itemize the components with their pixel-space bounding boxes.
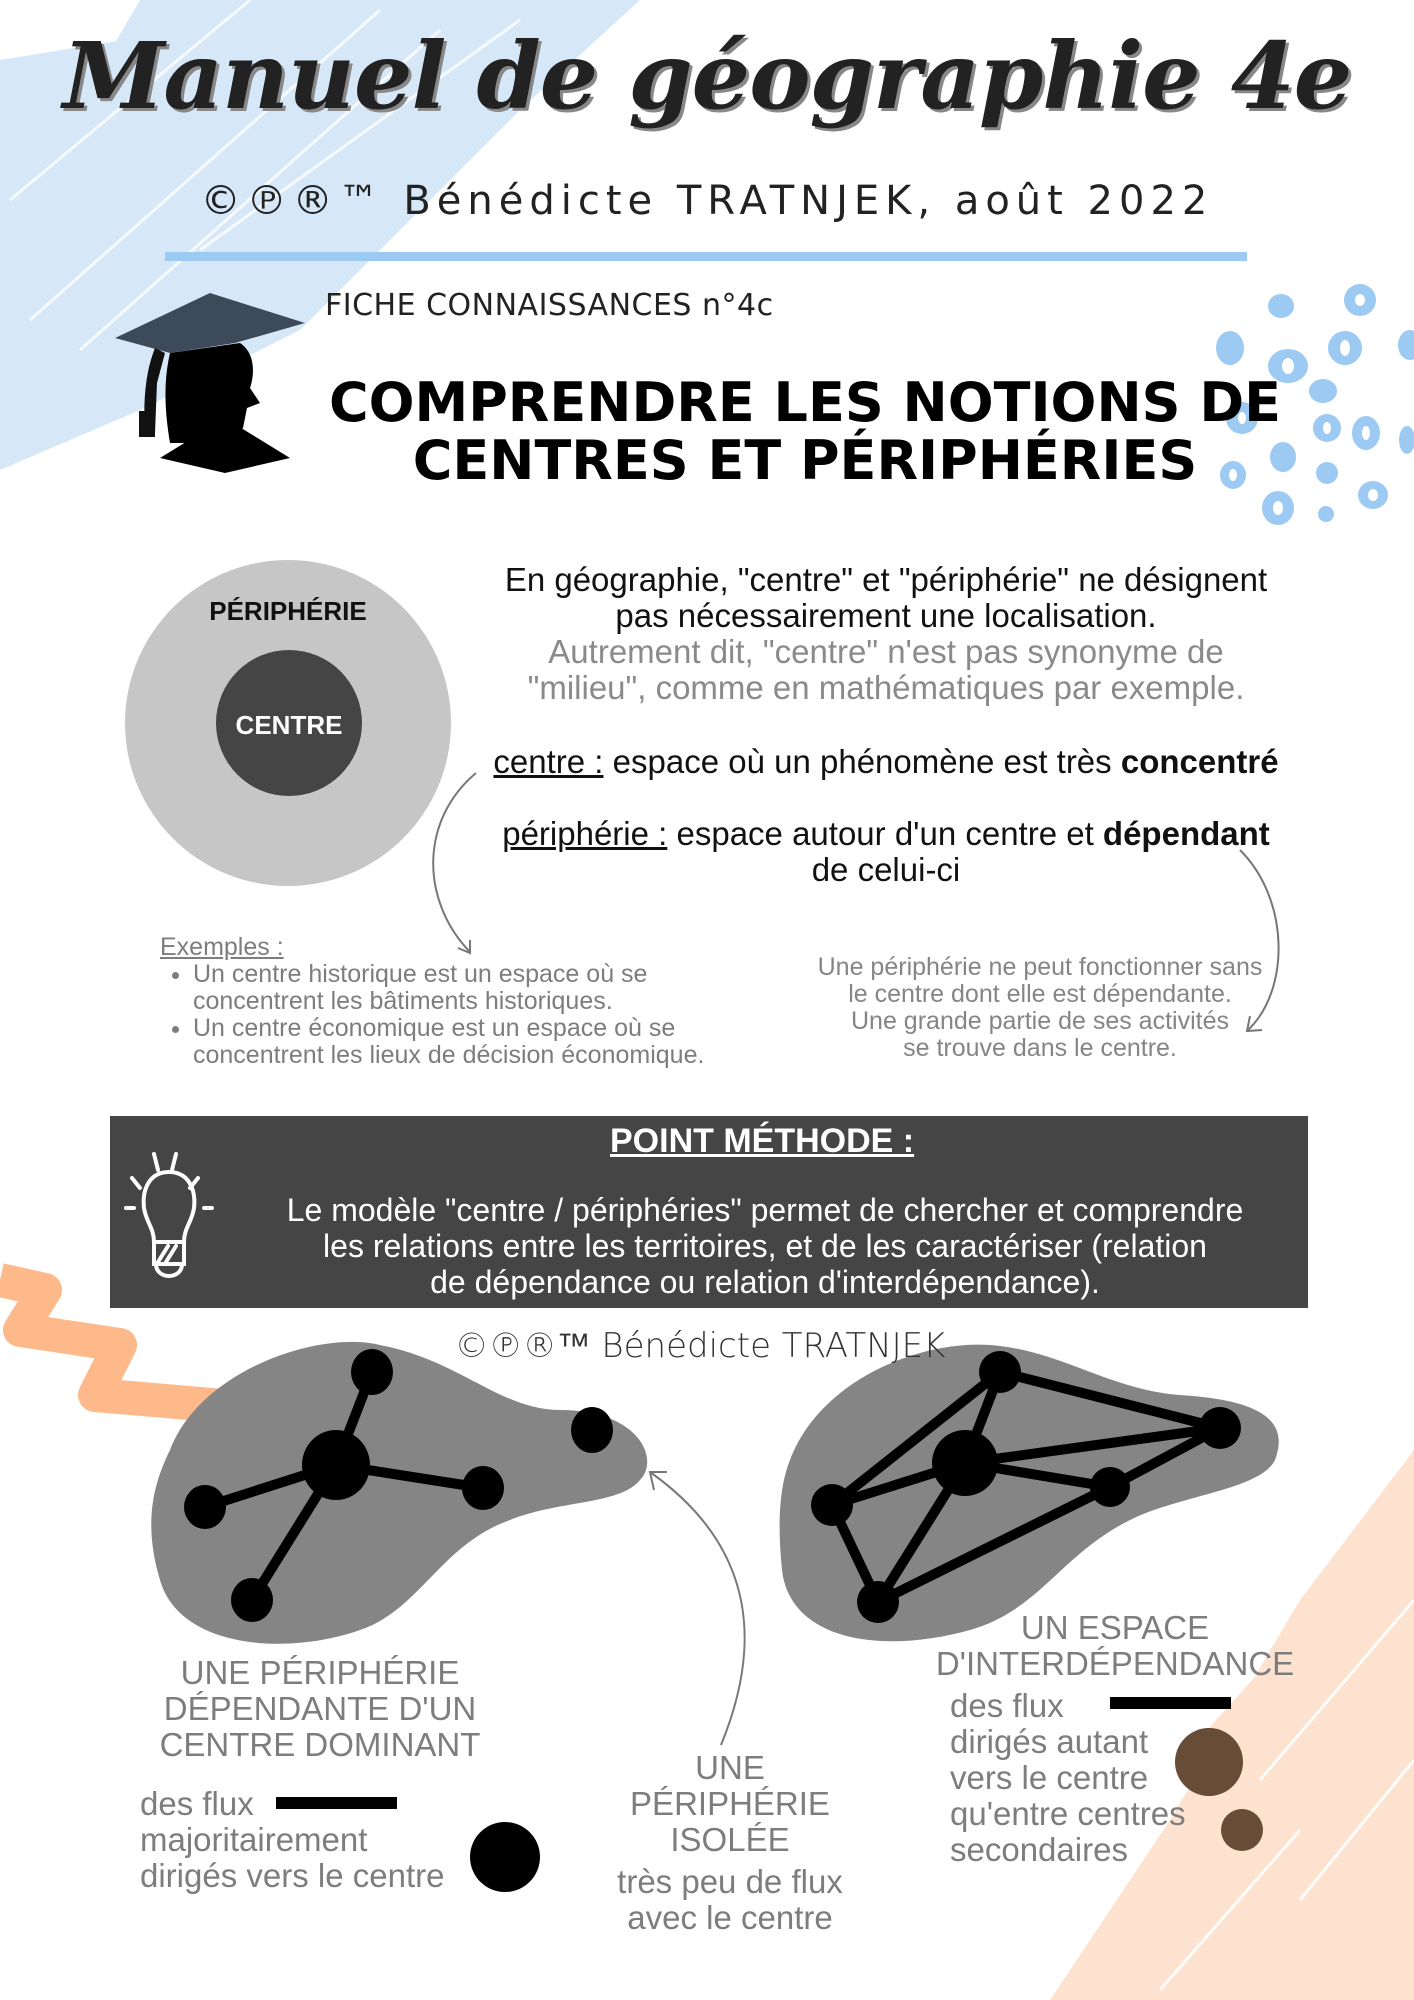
definition-centre <box>468 744 1304 780</box>
caption-line: PÉRIPHÉRIE <box>630 1785 830 1822</box>
definition-term: périphérie : <box>502 815 668 852</box>
legend-line: dirigés autant <box>950 1723 1149 1760</box>
examples-block <box>160 934 760 1069</box>
method-line: les relations entre les territoires, et de les caractériser (relation <box>323 1228 1207 1264</box>
legend-interdependence <box>950 1688 1250 1868</box>
dependence-note <box>795 954 1285 1062</box>
caption-line: ISOLÉE <box>670 1821 790 1858</box>
fiche-label: FICHE CONNAISSANCES n°4c <box>325 288 774 323</box>
method-line: Le modèle "centre / périphéries" permet de chercher et comprendre <box>286 1192 1244 1228</box>
legend-line: secondaires <box>950 1831 1128 1868</box>
legend-line: des flux <box>950 1687 1064 1724</box>
method-text <box>230 1192 1300 1300</box>
legend-isolated <box>590 1864 870 1936</box>
main-centre-node <box>932 1430 998 1496</box>
diagram-copyright: ©℗®™ Bénédicte TRATNJEK <box>454 1326 946 1366</box>
note-line: Une périphérie ne peut fonctionner sans <box>817 953 1263 981</box>
legend-line: des flux <box>140 1785 254 1822</box>
method-title: POINT MÉTHODE : <box>610 1122 915 1160</box>
note-line: se trouve dans le centre. <box>903 1034 1177 1062</box>
note-line: Une grande partie de ses activités <box>851 1007 1229 1035</box>
legend-centre-dot-left <box>470 1822 540 1892</box>
arrow-to-isolated <box>650 1472 745 1745</box>
document-title: Manuel de géographie 4e <box>62 22 1352 130</box>
caption-line: CENTRE DOMINANT <box>159 1726 481 1763</box>
legend-dominant <box>140 1786 480 1894</box>
definition-text: espace où un phénomène est très <box>603 743 1121 780</box>
caption-interdependence <box>900 1610 1330 1682</box>
caption-line: UN ESPACE <box>1020 1609 1210 1646</box>
centre-label: CENTRE <box>235 710 343 740</box>
examples-list <box>160 961 760 1069</box>
definition-text: espace autour d'un centre et <box>667 815 1103 852</box>
example-item: • Un centre économique est un espace où se concentrent les lieux de décision économique. <box>193 1015 760 1069</box>
definition-text-line2: de celui-ci <box>811 851 961 888</box>
main-title-line1: COMPRENDRE LES NOTIONS DE <box>328 371 1282 434</box>
caption-line: UNE <box>695 1749 765 1786</box>
definition-peripherie <box>468 816 1304 888</box>
intro-line: En géographie, "centre" et "périphérie" ne désignent <box>504 561 1268 598</box>
caption-line: DÉPENDANTE D'UN <box>163 1690 477 1727</box>
header-divider <box>165 252 1247 261</box>
method-line: de dépendance ou relation d'interdépendance). <box>430 1264 1100 1300</box>
definition-keyword: dépendant <box>1102 815 1270 852</box>
intro-line: pas nécessairement une localisation. <box>615 597 1157 634</box>
lightbulb-icon <box>124 1150 214 1285</box>
intro-line: Autrement dit, "centre" n'est pas synonyme de <box>548 633 1224 670</box>
method-box <box>110 1116 1308 1308</box>
main-title <box>300 371 1310 492</box>
definition-term: centre : <box>493 743 604 780</box>
intro-line: "milieu", comme en mathématiques par exemple. <box>527 669 1245 706</box>
example-item: • Un centre historique est un espace où se concentrent les bâtiments historiques. <box>193 961 760 1015</box>
author-line: ©℗®™ Bénédicte TRATNJEK, août 2022 <box>200 178 1214 224</box>
territory-blob-left <box>151 1342 647 1644</box>
dominant-centre-node <box>302 1430 370 1500</box>
caption-dominant <box>130 1655 510 1763</box>
caption-line: D'INTERDÉPENDANCE <box>935 1645 1295 1682</box>
caption-isolated <box>600 1750 860 1858</box>
graduate-silhouette-icon <box>115 293 310 473</box>
main-title-line2: CENTRES ET PÉRIPHÉRIES <box>412 429 1198 492</box>
intro-text <box>468 562 1304 706</box>
examples-heading: Exemples : <box>160 933 284 961</box>
caption-line: UNE PÉRIPHÉRIE <box>180 1654 460 1691</box>
note-line: le centre dont elle est dépendante. <box>848 980 1232 1008</box>
legend-line: vers le centre <box>950 1759 1149 1796</box>
legend-line: qu'entre centres <box>950 1795 1186 1832</box>
periphery-label: PÉRIPHÉRIE <box>209 596 367 626</box>
isolated-periphery-node <box>571 1407 613 1453</box>
definition-keyword: concentré <box>1120 743 1279 780</box>
legend-line: très peu de flux <box>617 1863 843 1900</box>
legend-line: dirigés vers le centre <box>140 1857 445 1894</box>
legend-line: avec le centre <box>627 1899 833 1936</box>
legend-line: majoritairement <box>140 1821 368 1858</box>
